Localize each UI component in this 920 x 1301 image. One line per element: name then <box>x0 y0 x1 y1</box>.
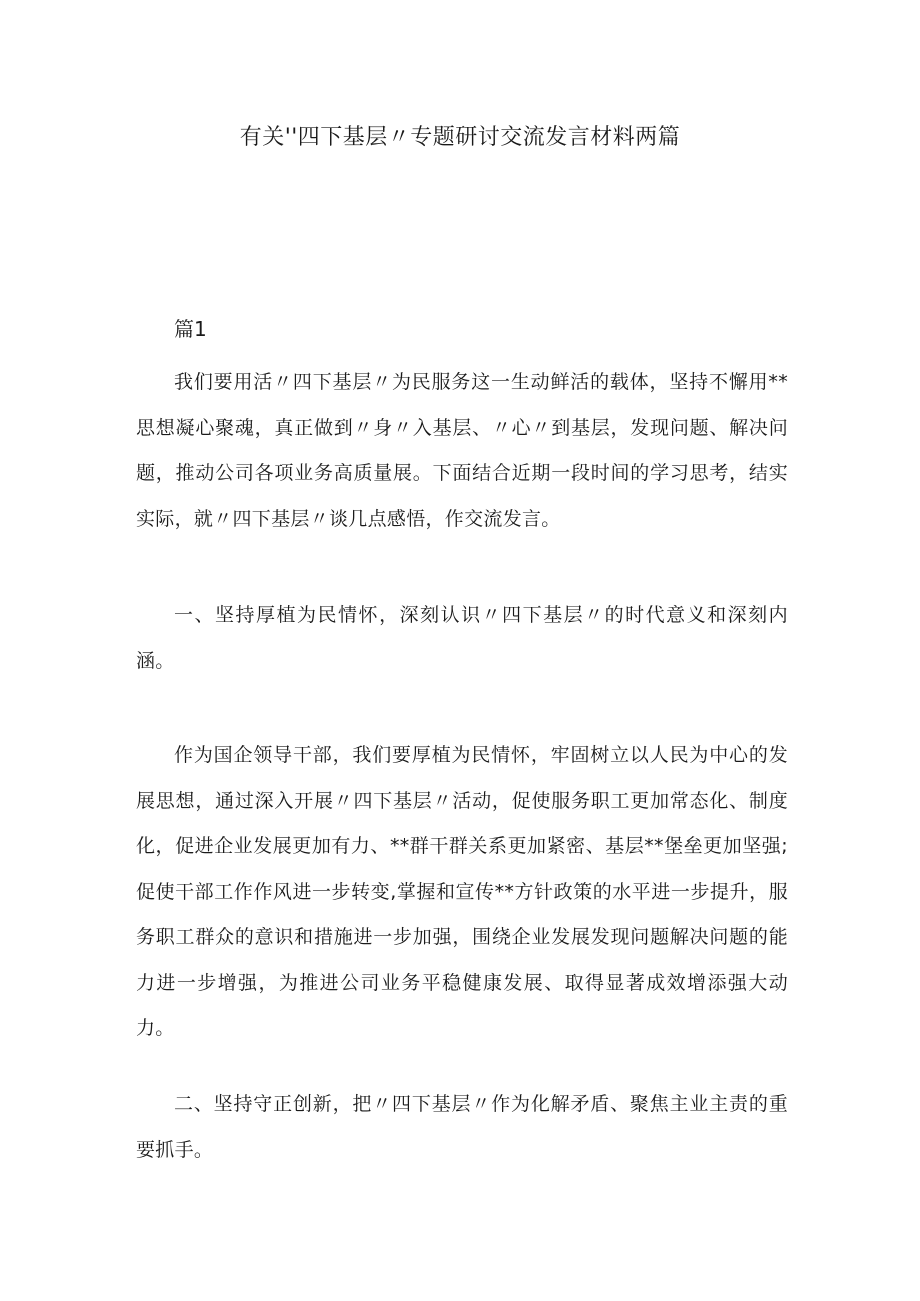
heading-section-one: 一、坚持厚植为民情怀，深刻认识〃四下基层〃的时代意义和深刻内涵。 <box>136 604 788 672</box>
section-label: 篇1 <box>174 317 207 341</box>
document-title: 有关''四下基层〃专题研讨交流发言材料两篇 <box>239 125 681 150</box>
paragraph-intro: 我们要用活〃四下基层〃为民服务这一生动鲜活的载体，坚持不懈用**思想凝心聚魂，真正做到〃身〃入基层、〃心〃到基层，发现问题、解决问题，推动公司各项业务高质量展。下面结合近期一段时间的学习思考，结实实际，就〃四下基层〃谈几点感悟，作交流发言。 <box>136 371 788 530</box>
heading-section-two: 二、坚持守正创新，把〃四下基层〃作为化解矛盾、聚焦主业主责的重要抓手。 <box>136 1093 788 1161</box>
paragraph-section-one: 作为国企领导干部，我们要厚植为民情怀，牢固树立以人民为中心的发展思想，通过深入开展〃四下基层〃活动，促使服务职工更加常态化、制度化，促进企业发展更加有力、**群干群关系更加紧密、基层**堡垒更加坚强;促使干部工作作风进一步转变,掌握和宣传**方针政策的水平进一步提升，服务职工群众的意识和措施进一步加强，围绕企业发展发现问题解决问题的能力进一步增强，为推进公司业务平稳健康发展、取得显著成效增添强大动力。 <box>136 744 788 1039</box>
